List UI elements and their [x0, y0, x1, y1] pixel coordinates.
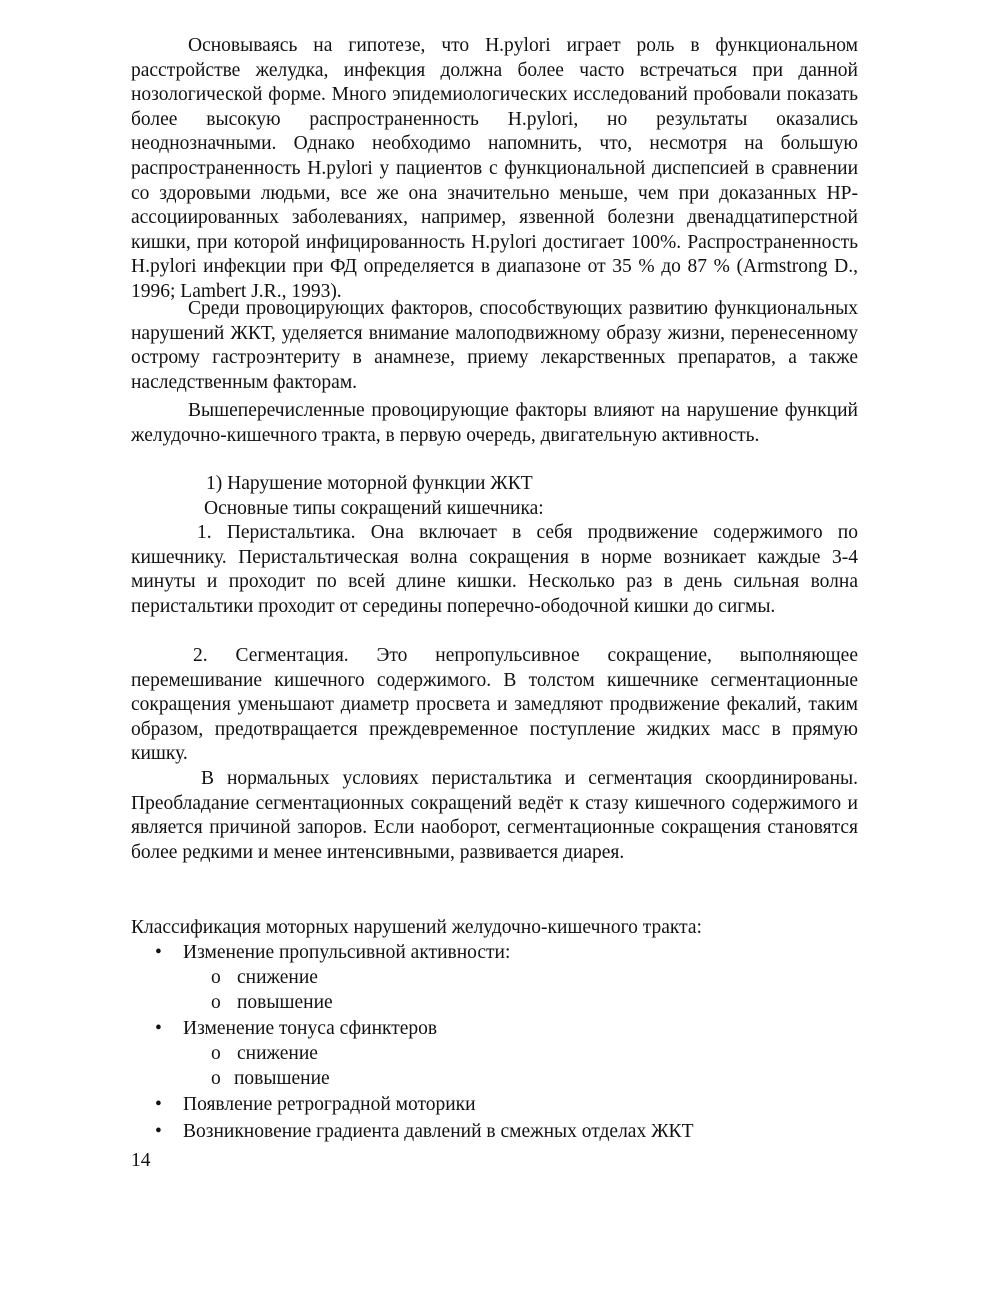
paragraph-coordination: В нормальных условиях перистальтика и сегментация скоординированы. Преобладание сегментационных сокращений ведёт к стазу кишечного содержимого и является причиной запоров. Если наоборот, сегментационные сокращения становятся более редкими и менее интенсивными, развивается диарея. [131, 768, 858, 863]
list-item [155, 941, 510, 966]
list-item-label: Появление ретроградной моторики [183, 1094, 476, 1115]
sub-bullet-icon: o [211, 967, 221, 988]
paragraph-segmentation: 2. Сегментация. Это непропульсивное сокращение, выполняющее перемешивание кишечного содержимого. В толстом кишечнике сегментационные сокращения уменьшают диаметр просвета и замедляют продвижение фекалий, таким образом, предотвращается преждевременное поступление жидких масс в прямую кишку. [131, 645, 858, 765]
list-item-label: Возникновение градиента давлений в смежных отделах ЖКТ [183, 1121, 694, 1142]
list-item-label: Изменение пропульсивной активности: [183, 942, 511, 963]
sub-list-item [211, 1067, 330, 1092]
section-subheading-contraction-types: Основные типы сокращений кишечника: [204, 498, 544, 519]
sub-list-item-label: снижение [237, 1043, 318, 1064]
paragraph-provoking-factors: Среди провоцирующих факторов, способствующих развитию функциональных нарушений ЖКТ, уделяется внимание малоподвижному образу жизни, перенесенному острому гастроэнтериту в анамнезе, приему лекарственных препаратов, а также наследственным факторам. [131, 298, 858, 393]
list-item-label: Изменение тонуса сфинктеров [183, 1018, 438, 1039]
bullet-icon: • [155, 1094, 162, 1115]
list-item [155, 1120, 693, 1145]
bullet-icon: • [155, 942, 162, 963]
bullet-icon: • [155, 1121, 162, 1142]
sub-bullet-icon: o [211, 1068, 221, 1089]
sub-list-item-label: снижение [237, 967, 318, 988]
paragraph-hpylori: Основываясь на гипотезе, что H.pylori играет роль в функциональном расстройстве желудка, инфекция должна более часто встречаться при данной нозологической форме. Много эпидемиологических исследований пробовали показать более высокую распространенность H.pylori, но результаты оказались неоднозначными. Однако необходимо напомнить, что, несмотря на большую распространенность H.pylori у пациентов с функциональной диспепсией в сравнении со здоровыми людьми, все же она значительно меньше, чем при доказанных HP-ассоциированных заболеваниях, например, язвенной болезни двенадцатиперстной кишки, при которой инфицированность H.pylori достигает 100%. Распространенность H.pylori инфекции при ФД определяется в диапазоне от 35 % до 87 % (Armstrong D., 1996; Lambert J.R., 1993). [131, 35, 858, 302]
sub-bullet-icon: o [211, 1043, 221, 1064]
classification-title: Классификация моторных нарушений желудочно-кишечного тракта: [131, 917, 702, 938]
sub-list-item [211, 966, 318, 991]
sub-list-item [211, 991, 333, 1016]
page-number: 14 [131, 1150, 151, 1171]
sub-bullet-icon: o [211, 992, 221, 1013]
sub-list-item [211, 1042, 318, 1067]
paragraph-motor-activity: Вышеперечисленные провоцирующие факторы влияют на нарушение функций желудочно-кишечного тракта, в первую очередь, двигательную активность. [131, 400, 858, 446]
sub-list-item-label: повышение [237, 992, 333, 1013]
sub-list-item-label: повышение [234, 1068, 330, 1089]
paragraph-peristalsis: 1. Перистальтика. Она включает в себя продвижение содержимого по кишечнику. Перистальтическая волна сокращения в норме возникает каждые 3-4 минуты и проходит по всей длине кишки. Несколько раз в день сильная волна перистальтики проходит от середины поперечно-ободочной кишки до сигмы. [131, 522, 858, 617]
list-item [155, 1093, 476, 1118]
list-item [155, 1017, 437, 1042]
section-heading-motor-function: 1) Нарушение моторной функции ЖКТ [206, 473, 533, 494]
bullet-icon: • [155, 1018, 162, 1039]
